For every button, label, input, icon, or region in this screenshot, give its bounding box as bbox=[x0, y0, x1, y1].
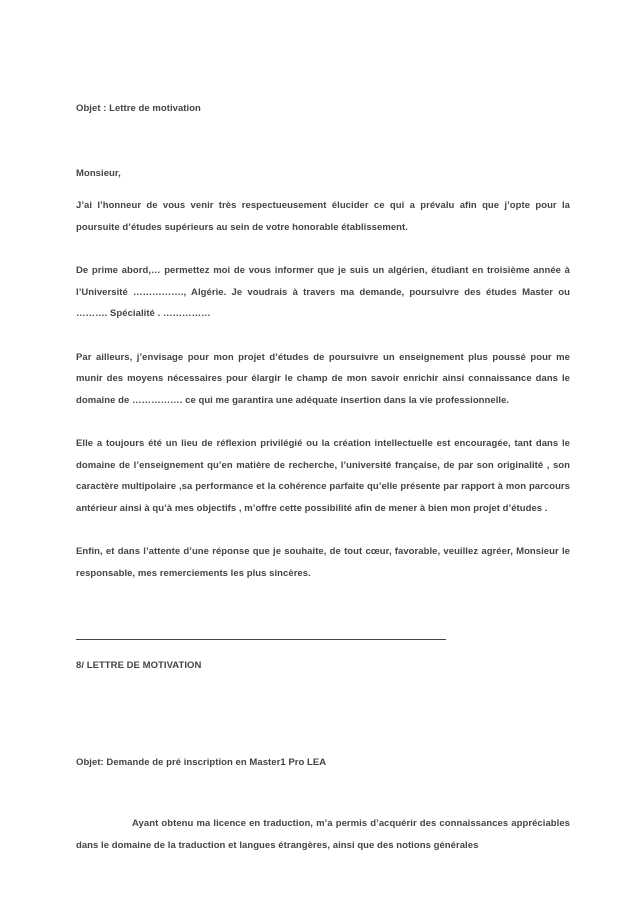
paragraph-closing: Enfin, et dans l’attente d’une réponse que je souhaite, de tout cœur, favorable, veuillez agréer, Monsieur le responsable, mes remerciements les plus sincères. bbox=[76, 546, 570, 579]
section-title: 8/ LETTRE DE MOTIVATION bbox=[76, 660, 202, 671]
paragraph-university: Elle a toujours été un lieu de réflexion privilégié ou la création intellectuelle est encouragée, tant dans le domaine de l’enseignement qu’en matière de recherche, l’université française, de par son originalité , son caractère multipolaire ,sa performance et la cohérence parfaite qu’elle présente par rapport à mon parcours antérieur ainsi à qu’à mes objectifs , m’offre cette possibilité afin de mener à bien mon projet d’études . bbox=[76, 438, 570, 514]
letter-salutation: Monsieur, bbox=[76, 167, 121, 179]
letter-subject: Objet : Lettre de motivation bbox=[76, 103, 201, 114]
document-body bbox=[76, 98, 570, 856]
letter2-opening-paragraph: Ayant obtenu ma licence en traduction, m’a permis d’acquérir des connaissances appréciables dans le domaine de la traduction et langues étrangères, ainsi que des notions générales bbox=[76, 818, 570, 851]
paragraph-introduction: De prime abord,… permettez moi de vous informer que je suis un algérien, étudiant en troisième année à l’Université ……………., Algérie. Je voudrais à travers ma demande, poursuivre des études Master ou ………. Spécialité . …………… bbox=[76, 265, 570, 319]
letter2-subject: Objet: Demande de pré inscription en Master1 Pro LEA bbox=[76, 756, 327, 768]
paragraph-study-project: Par ailleurs, j’envisage pour mon projet d’études de poursuivre un enseignement plus poussé pour me munir des moyens nécessaires pour élargir le champ de mon savoir enrichir ainsi connaissance dans le domaine de ……………. ce qui me garantira une adéquate insertion dans la vie professionnelle. bbox=[76, 351, 570, 406]
paragraph-honour: J’ai l’honneur de vous venir très respectueusement élucider ce qui a prévalu afin que j’opte pour la poursuite d’études supérieurs au sein de votre honorable établissement. bbox=[76, 200, 570, 233]
horizontal-rule bbox=[76, 639, 446, 640]
